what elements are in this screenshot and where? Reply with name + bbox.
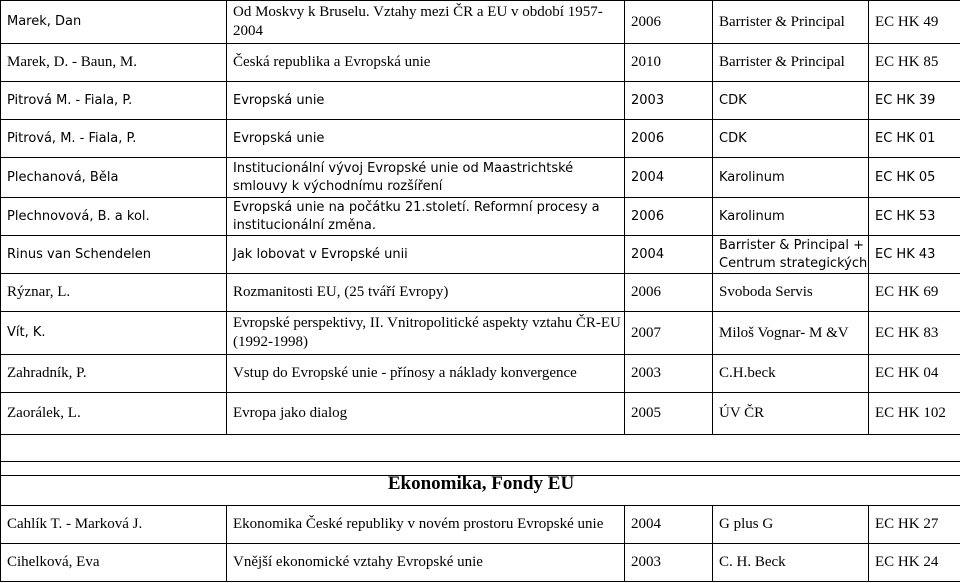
table-row [1,82,960,120]
author-cell: Pitrová, M. - Fiala, P. [1,120,227,158]
publisher-cell: Svoboda Servis [713,274,869,312]
year-cell: 2006 [625,274,713,312]
year-cell: 2003 [625,82,713,120]
year-cell: 2006 [625,1,713,44]
publisher-cell: Barrister & Principal [713,44,869,82]
title-cell: Vstup do Evropské unie - přínosy a náklady konvergence [227,355,625,393]
year-cell: 2004 [625,236,713,274]
title-cell: Jak lobovat v Evropské unii [227,236,625,274]
code-cell: EC HK 43 [869,236,960,274]
title-cell: Evropské perspektivy, II. Vnitropolitické aspekty vztahu ČR-EU (1992-1998) [227,312,625,355]
year-cell: 2006 [625,120,713,158]
author-cell: Plechnovová, B. a kol. [1,198,227,236]
table-row [1,274,960,312]
publisher-cell: Miloš Vognar- M &V [713,312,869,355]
title-cell: Vnější ekonomické vztahy Evropské unie [227,544,625,582]
title-cell: Rozmanitosti EU, (25 tváří Evropy) [227,274,625,312]
title-cell: Ekonomika České republiky v novém prostoru Evropské unie [227,506,625,544]
code-cell: EC HK 04 [869,355,960,393]
author-cell: Marek, D. - Baun, M. [1,44,227,82]
title-cell: Evropská unie [227,120,625,158]
year-cell: 2010 [625,44,713,82]
code-cell: EC HK 01 [869,120,960,158]
year-cell: 2006 [625,198,713,236]
code-cell: EC HK 27 [869,506,960,544]
title-cell: Od Moskvy k Bruselu. Vztahy mezi ČR a EU v období 1957-2004 [227,1,625,44]
code-cell: EC HK 24 [869,544,960,582]
author-cell: Pitrová M. - Fiala, P. [1,82,227,120]
table-row [1,355,960,393]
publisher-cell: Barrister & Principal + Centrum strategických [713,236,869,274]
table-row [1,198,960,236]
table-row [1,393,960,435]
year-cell: 2004 [625,506,713,544]
table-row [1,312,960,355]
author-cell: Rinus van Schendelen [1,236,227,274]
table-row [1,506,960,544]
table-row [1,120,960,158]
year-cell: 2004 [625,158,713,198]
author-cell: Plechanová, Běla [1,158,227,198]
title-cell: Česká republika a Evropská unie [227,44,625,82]
section-title: Ekonomika, Fondy EU [1,462,960,506]
publisher-cell: Karolinum [713,198,869,236]
table-row [1,44,960,82]
author-cell: Rýznar, L. [1,274,227,312]
author-cell: Cahlík T. - Marková J. [1,506,227,544]
section-header-row [1,462,960,506]
table-row [1,544,960,582]
table-row [1,236,960,274]
publisher-cell: C. H. Beck [713,544,869,582]
book-table-economics [0,461,960,582]
title-cell: Institucionální vývoj Evropské unie od Maastrichtské smlouvy k východnímu rozšíření [227,158,625,198]
publisher-cell: C.H.beck [713,355,869,393]
author-cell: Cihelková, Eva [1,544,227,582]
code-cell: EC HK 05 [869,158,960,198]
author-cell: Marek, Dan [1,1,227,44]
code-cell: EC HK 83 [869,312,960,355]
publisher-cell: Karolinum [713,158,869,198]
title-cell: Evropská unie na počátku 21.století. Reformní procesy a institucionální změna. [227,198,625,236]
author-cell: Zahradník, P. [1,355,227,393]
publisher-cell: ÚV ČR [713,393,869,435]
author-cell: Vít, K. [1,312,227,355]
title-cell: Evropská unie [227,82,625,120]
year-cell: 2003 [625,544,713,582]
code-cell: EC HK 85 [869,44,960,82]
title-cell: Evropa jako dialog [227,393,625,435]
publisher-cell: CDK [713,120,869,158]
publisher-cell: G plus G [713,506,869,544]
publisher-cell: CDK [713,82,869,120]
code-cell: EC HK 69 [869,274,960,312]
year-cell: 2005 [625,393,713,435]
table-row [1,158,960,198]
code-cell: EC HK 53 [869,198,960,236]
code-cell: EC HK 102 [869,393,960,435]
table-row [1,1,960,44]
author-cell: Zaorálek, L. [1,393,227,435]
code-cell: EC HK 49 [869,1,960,44]
year-cell: 2003 [625,355,713,393]
year-cell: 2007 [625,312,713,355]
code-cell: EC HK 39 [869,82,960,120]
publisher-cell: Barrister & Principal [713,1,869,44]
